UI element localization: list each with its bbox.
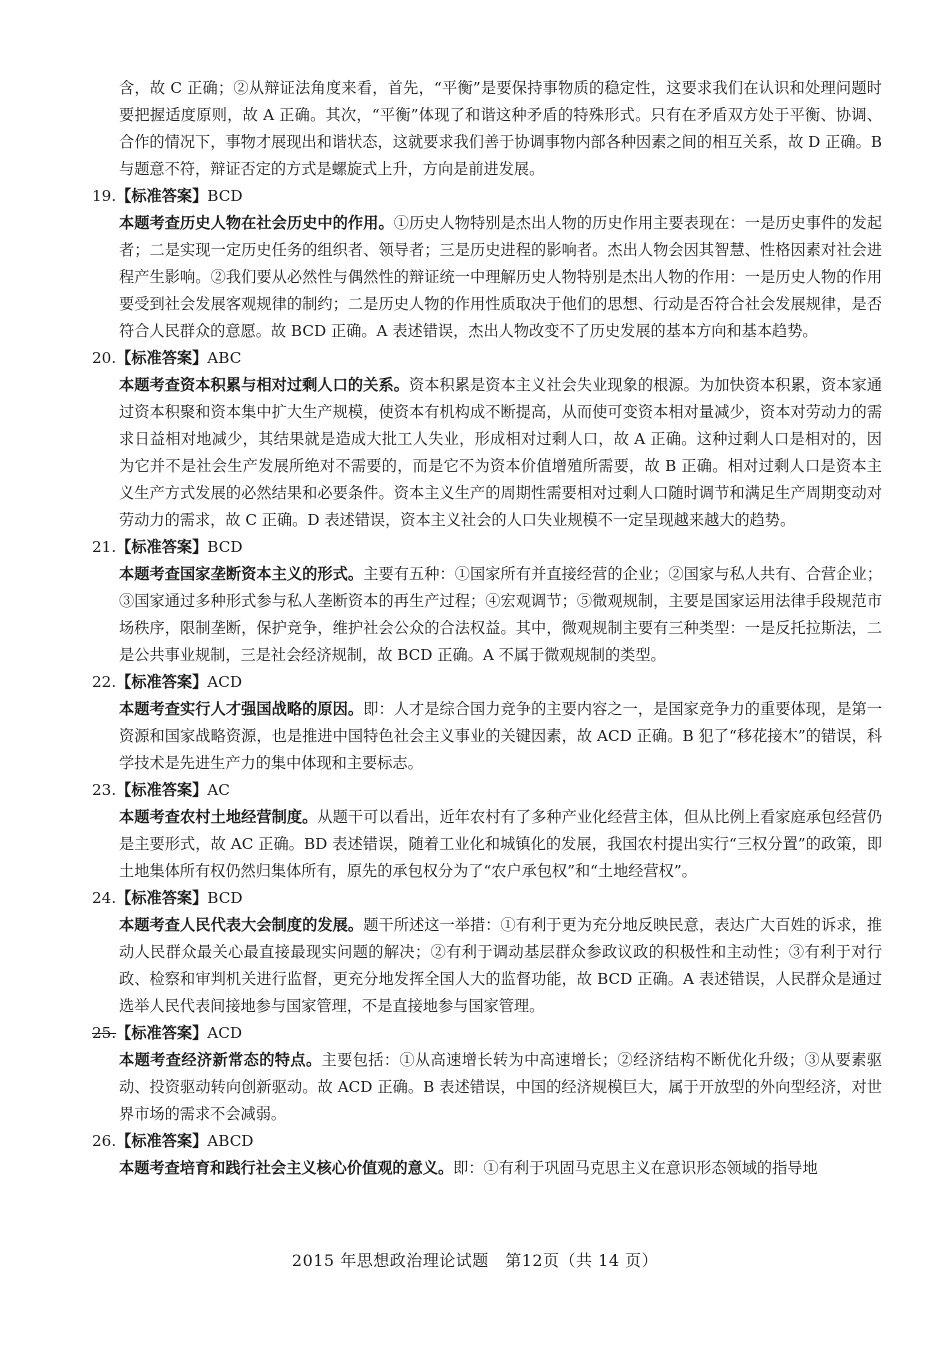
answer-tag: 【标准答案】 [116,889,208,907]
answer-tag: 【标准答案】 [116,781,208,799]
explanation-lead: 本题考查人民代表大会制度的发展。 [119,916,364,934]
answer-value: AC [207,781,230,799]
answer-value: ACD [207,673,243,691]
question-header [92,345,882,372]
answer-value: BCD [207,889,243,907]
explanation [92,561,882,669]
explanation-lead: 本题考查培育和践行社会主义核心价值观的意义。 [119,1159,454,1177]
explanation-lead: 本题考查国家垄断资本主义的形式。 [119,565,364,583]
question-21 [92,534,882,669]
question-header [92,1128,882,1155]
explanation-body: ①历史人物特别是杰出人物的历史作用主要表现在：一是历史事件的发起者；二是实现一定历史任务的组织者、领导者；三是历史进程的影响者。杰出人物会因其智慧、性格因素对社会进程产生影响。②我们要从必然性与偶然性的辩证统一中理解历史人物特别是杰出人物的作用：一是历史人物的作用要受到社会发展客观规律的制约；二是历史人物的作用性质取决于他们的思想、行动是否符合社会发展规律，是否符合人民群众的意愿。故 BCD 正确。A 表述错误，杰出人物改变不了历史发展的基本方向和基本趋势。 [119,214,883,340]
answer-value: BCD [207,187,243,205]
explanation [92,210,882,345]
answer-tag: 【标准答案】 [116,673,208,691]
question-header [92,885,882,912]
question-header [92,1020,882,1047]
explanation [92,912,882,1020]
explanation [92,696,882,777]
question-24 [92,885,882,1020]
question-19 [92,183,882,345]
explanation-body: 主要有五种：①国家所有并直接经营的企业；②国家与私人共有、合营企业；③国家通过多种形式参与私人垄断资本的再生产过程；④宏观调节；⑤微观规制，主要是国家运用法律手段规范市场秩序，限制垄断，保护竞争，维护社会公众的合法权益。其中，微观规制主要有三种类型：一是反托拉斯法，二是公共事业规制，三是社会经济规制，故 BCD 正确。A 不属于微观规制的类型。 [119,565,883,664]
explanation-body: 即：①有利于巩固马克思主义在意识形态领域的指导地 [453,1159,818,1177]
answer-tag: 【标准答案】 [116,1132,208,1150]
explanation [92,1155,882,1182]
answer-tag: 【标准答案】 [116,1024,208,1042]
explanation-body: 资本积累是资本主义社会失业现象的根源。为加快资本积累，资本家通过资本积聚和资本集中扩大生产规模，使资本有机构成不断提高，从而使可变资本相对量减少，资本对劳动力的需求日益相对地减少，其结果就是造成大批工人失业，形成相对过剩人口，故 A 正确。这种过剩人口是相对的，因为它并不是社会生产发展所绝对不需要的，而是它不为资本价值增殖所需要，故 B 正确。相对过剩人口是资本主义生产方式发展的必然结果和必要条件。资本主义生产的周期性需要相对过剩人口随时调节和满足生产周期变动对劳动力的需求，故 C 正确。D 表述错误，资本主义社会的人口失业规模不一定呈现越来越大的趋势。 [119,376,883,529]
question-number: 22. [92,673,117,691]
question-number: 20. [92,349,117,367]
question-number: 21. [92,538,117,556]
answer-explanations [92,75,882,1182]
question-25 [92,1020,882,1128]
explanation-body: 即：人才是综合国力竞争的主要内容之一，是国家竞争力的重要体现，是第一资源和国家战略资源，也是推进中国特色社会主义事业的关键因素，故 ACD 正确。B 犯了“移花接木”的错误，科学技术是先进生产力的集中体现和主要标志。 [119,700,883,772]
explanation-body: 从题干可以看出，近年农村有了多种产业化经营主体，但从比例上看家庭承包经营仍是主要形式，故 AC 正确。BD 表述错误，随着工业化和城镇化的发展，我国农村提出实行“三权分置”的政策，即土地集体所有权仍然归集体所有，原先的承包权分为了“农户承包权”和“土地经营权”。 [119,808,883,880]
question-20 [92,345,882,534]
explanation-lead: 本题考查资本积累与相对过剩人口的关系。 [119,376,409,394]
answer-value: ACD [207,1024,243,1042]
question-23 [92,777,882,885]
explanation-lead: 本题考查农村土地经营制度。 [119,808,318,826]
question-header [92,183,882,210]
intro-paragraph: 含，故 C 正确；②从辩证法角度来看，首先，“平衡”是要保持事物质的稳定性，这要求我们在认识和处理问题时要把握适度原则，故 A 正确。其次，“平衡”体现了和谐这种矛盾的特殊形式。只有在矛盾双方处于平衡、协调、合作的情况下，事物才展现出和谐状态，这就要求我们善于协调事物内部各种因素之间的相互关系，故 D 正确。B 与题意不符，辩证否定的方式是螺旋式上升，方向是前进发展。 [119,79,882,178]
question-number: 24. [92,889,117,907]
answer-tag: 【标准答案】 [116,187,208,205]
explanation-lead: 本题考查实行人才强国战略的原因。 [119,700,364,718]
explanation [92,372,882,534]
question-number: 25. [92,1024,117,1042]
answer-value: ABCD [207,1132,254,1150]
answer-tag: 【标准答案】 [116,538,208,556]
question-number: 23. [92,781,117,799]
explanation-lead: 本题考查经济新常态的特点。 [119,1051,322,1069]
question-header [92,777,882,804]
question-26 [92,1128,882,1182]
question-number: 26. [92,1132,117,1150]
explanation-lead: 本题考查历史人物在社会历史中的作用。 [119,214,394,232]
answer-value: BCD [207,538,243,556]
explanation [92,1047,882,1128]
answer-value: ABC [207,349,242,367]
question-22 [92,669,882,777]
answer-tag: 【标准答案】 [116,349,208,367]
page-footer: 2015 年思想政治理论试题 第12页（共 14 页） [291,1251,659,1270]
question-number: 19. [92,187,117,205]
explanation [92,804,882,885]
explanation-body: 主要包括：①从高速增长转为中高速增长；②经济结构不断优化升级；③从要素驱动、投资驱动转向创新驱动。故 ACD 正确。B 表述错误，中国的经济规模巨大，属于开放型的外向型经济，对世界市场的需求不会减弱。 [119,1051,883,1123]
question-header [92,534,882,561]
question-header [92,669,882,696]
explanation-body: 题干所述这一举措：①有利于更为充分地反映民意，表达广大百姓的诉求，推动人民群众最关心最直接最现实问题的解决；②有利于调动基层群众参政议政的积极性和主动性；③有利于对行政、检察和审判机关进行监督，更充分地发挥全国人大的监督功能，故 BCD 正确。A 表述错误，人民群众是通过选举人民代表间接地参与国家管理，不是直接地参与国家管理。 [119,916,883,1015]
